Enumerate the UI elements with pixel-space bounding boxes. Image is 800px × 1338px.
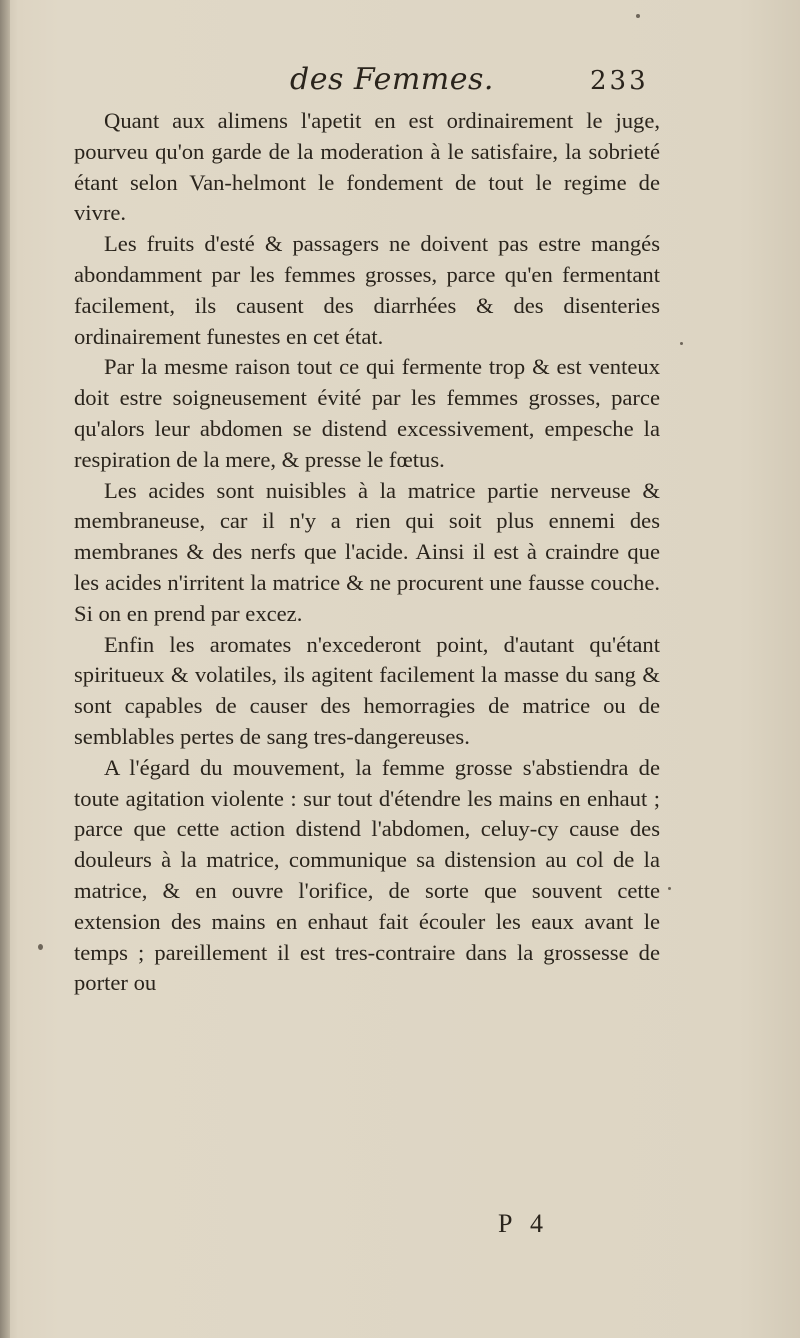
running-head: des Femmes. bbox=[290, 62, 494, 97]
paragraph-mouvement: A l'égard du mouvement, la femme grosse s'abstiendra de toute agitation violente : sur tout d'étendre les mains en enhaut ; parce que cette action distend l'abdomen, celuy-cy cause des douleurs à la matrice, communique sa distension au col de la matrice, & en ouvre l'orifice, de sorte que souvent cette extension des mains en enhaut fait écouler les eaux avant le temps ; pareillement il est tres-contraire dans la grossesse de porter ou bbox=[74, 754, 660, 996]
paper-speck bbox=[668, 887, 671, 890]
paragraph-fermente: Par la mesme raison tout ce qui fermente trop & est venteux doit estre soigneusement évité par les femmes grosses, parce qu'alors leur abdomen se distend excessivement, empesche la respiration de la mere, & presse le fœtus. bbox=[74, 354, 660, 472]
paragraph-aromates: Enfin les aromates n'excederont point, d'autant qu'étant spiritueux & volatiles, ils agitent facilement la masse du sang & sont capables de causer des hemorragies de matrice ou de semblables pertes de sang tres-dangereuses. bbox=[74, 631, 660, 749]
body-text bbox=[74, 106, 660, 999]
paper-speck bbox=[38, 944, 43, 950]
signature-mark: P 4 bbox=[498, 1209, 549, 1238]
paper-speck bbox=[680, 342, 683, 345]
paper-speck bbox=[636, 14, 640, 18]
page-header bbox=[0, 62, 800, 106]
paragraph-alimens: Quant aux alimens l'apetit en est ordinairement le juge, pourveu qu'on garde de la moderation à le satisfaire, la sobrieté étant selon Van-helmont le fondement de tout le regime de vivre. bbox=[74, 108, 660, 226]
page-spine-shadow bbox=[0, 0, 10, 1338]
paragraph-acides: Les acides sont nuisibles à la matrice partie nerveuse & membraneuse, car il n'y a rien qui soit plus ennemi des membranes & des nerfs que l'acide. Ainsi il est à craindre que les acides n'irritent la matrice & ne procurent une fausse couche. Si on en prend par excez. bbox=[74, 477, 660, 626]
paragraph-fruits: Les fruits d'esté & passagers ne doivent pas estre mangés abondamment par les femmes grosses, parce qu'en fermentant facilement, ils causent des diarrhées & des disenteries ordinairement funestes en cet état. bbox=[74, 231, 660, 349]
page-number: 233 bbox=[590, 66, 649, 96]
